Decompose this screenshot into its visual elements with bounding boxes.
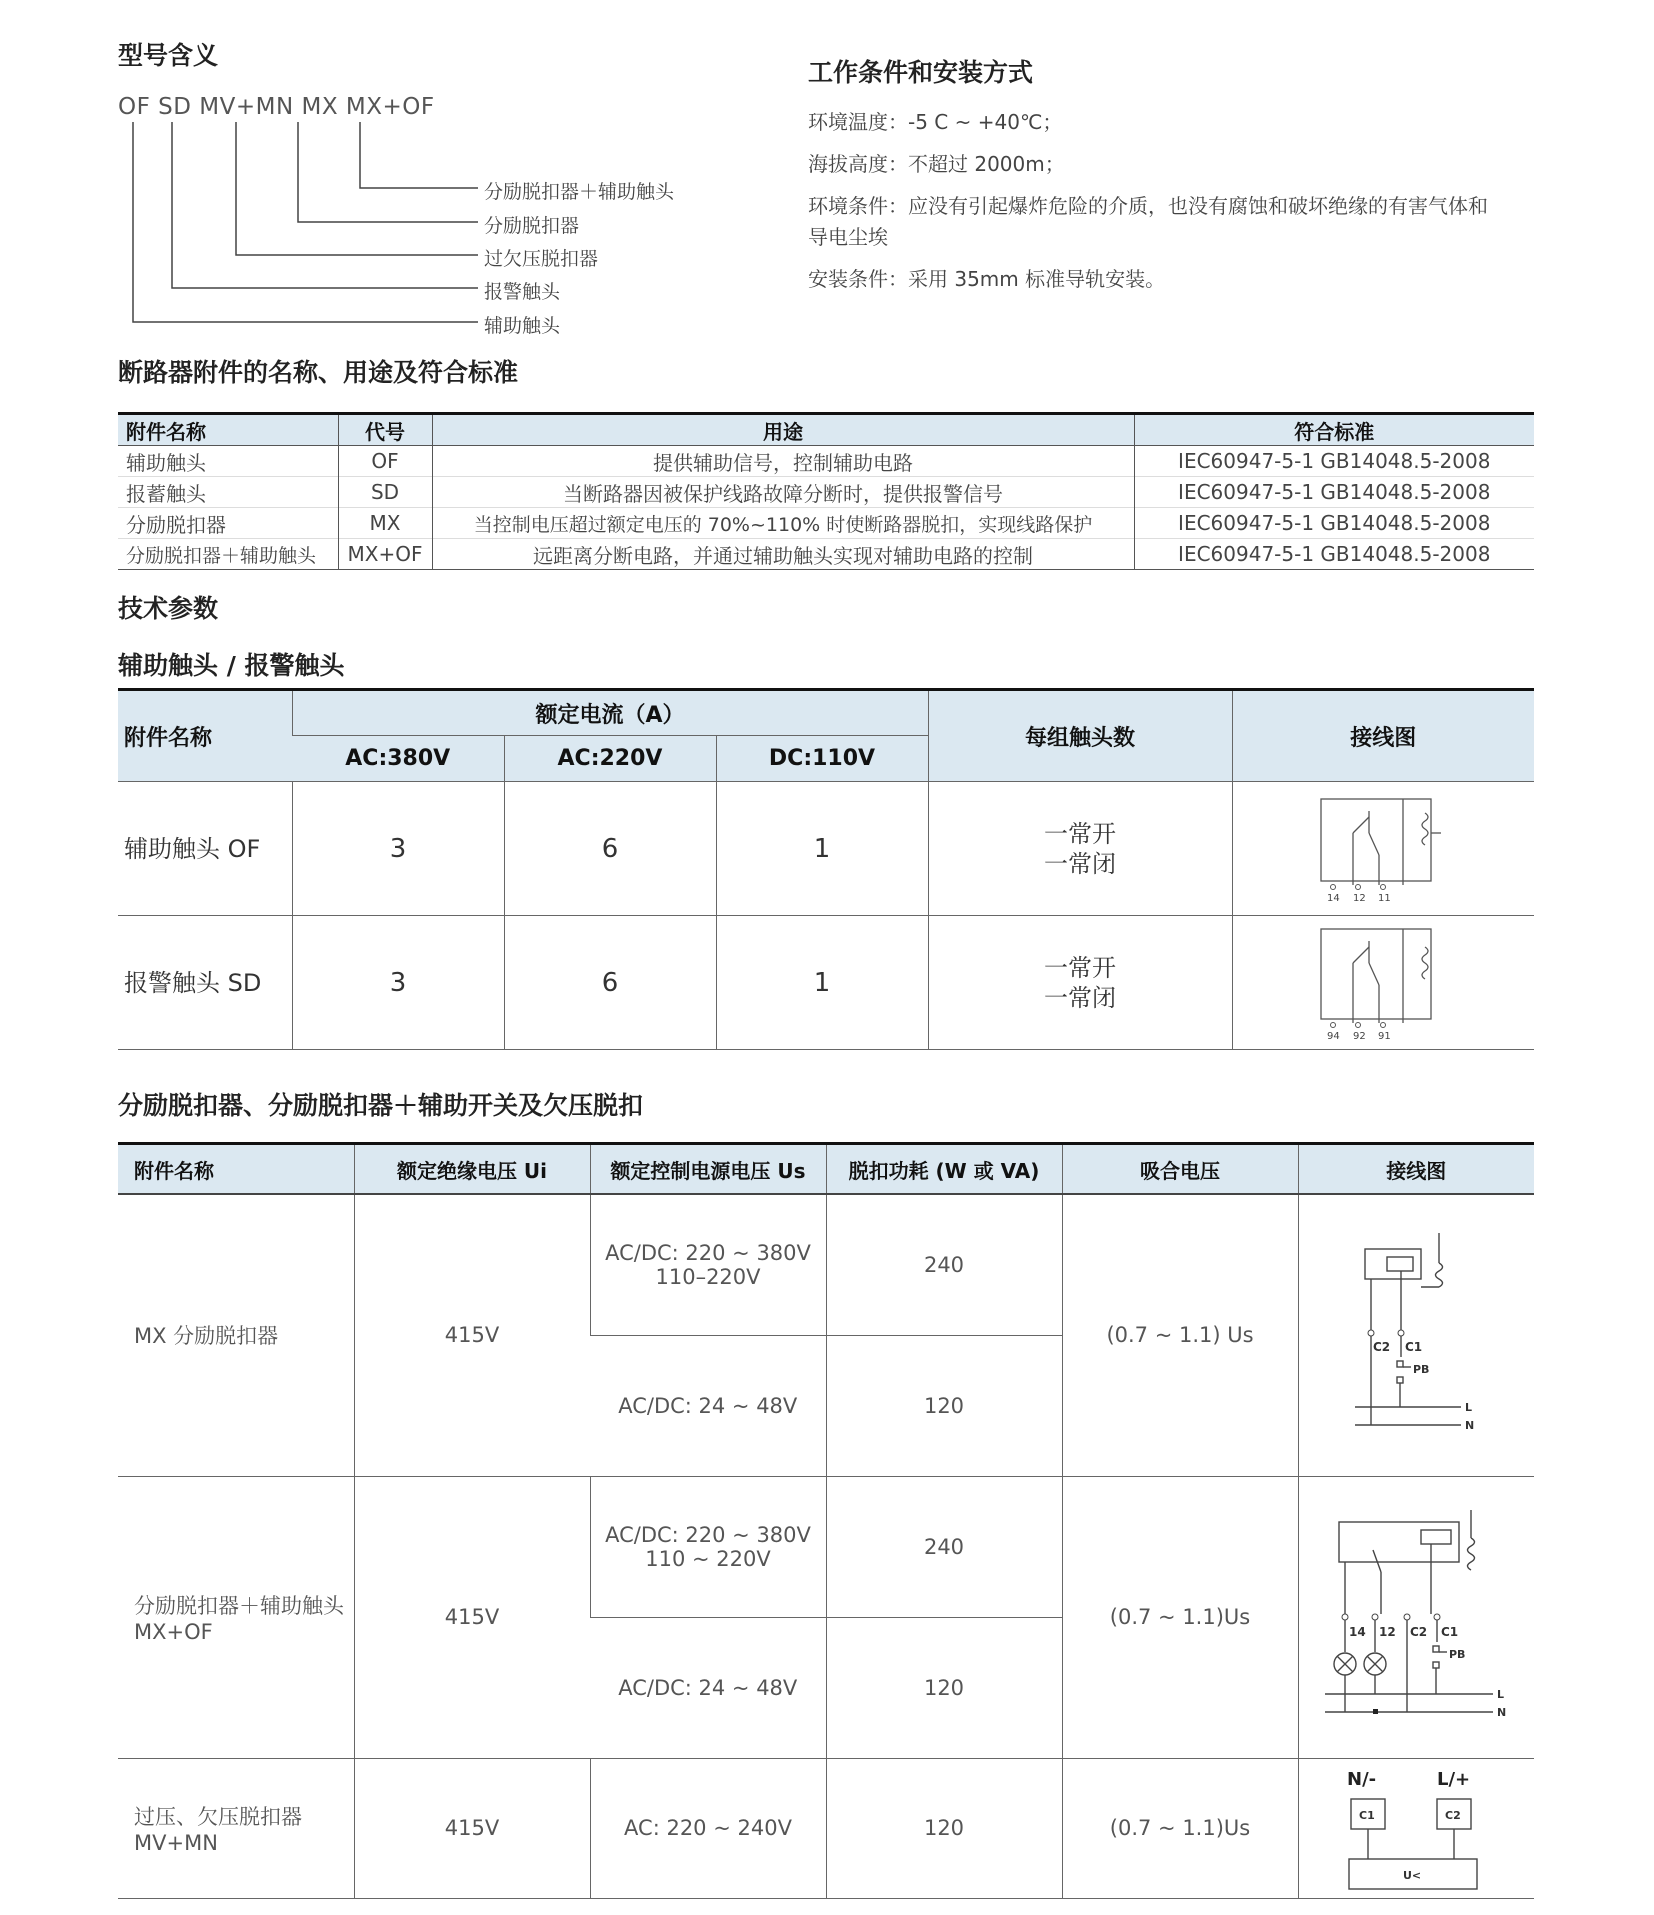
wiring-sd-diagram [1313,923,1453,1043]
label-pb: PB [1449,1648,1466,1661]
table-row [118,916,1534,1050]
name-line2: MX+OF [134,1620,213,1644]
col-dc110: DC:110V [716,736,928,782]
us-line2: 110 ~ 220V [645,1546,771,1571]
code-mxof: MX+OF [345,94,435,120]
term-14: 14 [1327,892,1340,904]
cell-ac380: 3 [292,916,504,1050]
label-c1: C1 [1405,1340,1423,1355]
label-c2: C2 [1410,1625,1428,1639]
col-pull: 吸合电压 [1062,1144,1298,1195]
cell-usage: 当控制电压超过额定电压的 70%~110% 时使断路器脱扣，实现线路保护 [432,508,1134,539]
releases-title: 分励脱扣器、分励脱扣器＋辅助开关及欠压脱扣 [118,1091,644,1120]
wiring-mx-diagram [1351,1225,1481,1445]
code-sd: SD [158,94,192,120]
wiring-mvmn-diagram [1341,1763,1491,1893]
col-name: 附件名称 [118,414,338,446]
name-line1: 分励脱扣器＋辅助触头 [134,1594,344,1618]
cell-standard: IEC60947-5-1 GB14048.5-2008 [1134,508,1534,539]
cell-ac380: 3 [292,782,504,916]
table-header-row [118,414,1534,446]
us-line1: AC/DC: 220 ~ 380V [605,1522,811,1547]
table-row [118,508,1534,539]
col-rated-current: 额定电流（A） [292,690,928,736]
releases-table [118,1142,1534,1899]
cell-name: 报警触头 SD [118,916,292,1050]
cell-pull: (0.7 ~ 1.1)Us [1062,1758,1298,1898]
term-91: 91 [1378,1030,1391,1042]
cond-install: 安装条件：采用 35mm 标准导轨安装。 [808,267,1166,291]
groups-no: 一常开 [1044,819,1116,848]
lead-mvmn: 过欠压脱扣器 [484,248,599,270]
cell-groups [928,782,1232,916]
cell-power: 120 [826,1335,1062,1476]
col-name: 附件名称 [118,1144,354,1195]
col-ac380: AC:380V [292,736,504,782]
lead-sd: 报警触头 [484,281,561,303]
cell-standard: IEC60947-5-1 GB14048.5-2008 [1134,477,1534,508]
label-u: U< [1403,1869,1422,1882]
col-power: 脱扣功耗 (W 或 VA) [826,1144,1062,1195]
term-94: 94 [1327,1030,1340,1042]
cell-code: SD [338,477,432,508]
term-92: 92 [1353,1030,1366,1042]
cell-usage: 当断路器因被保护线路故障分断时，提供报警信号 [432,477,1134,508]
cell-code: MX [338,508,432,539]
cell-ui: 415V [354,1194,590,1476]
col-wiring: 接线图 [1298,1144,1534,1195]
code-mx: MX [301,94,339,120]
label-n: N [1497,1706,1507,1719]
cell-us [590,1476,826,1617]
groups-no: 一常开 [1044,953,1116,982]
wiring-mxof [1298,1476,1534,1758]
label-14: 14 [1349,1625,1366,1639]
col-groups: 每组触头数 [928,690,1232,782]
contacts-title: 辅助触头 / 报警触头 [118,651,345,680]
cell-code: MX+OF [338,539,432,570]
model-codes [118,94,435,120]
col-ui: 额定绝缘电压 Ui [354,1144,590,1195]
accessories-table [118,412,1534,570]
us-line2: 110–220V [655,1264,761,1289]
lead-mx: 分励脱扣器 [484,215,580,237]
label-pb: PB [1413,1363,1430,1377]
table-header-row [118,690,1534,736]
wiring-mxof-diagram [1321,1502,1511,1732]
col-name: 附件名称 [118,690,292,782]
cond-altitude: 海拔高度：不超过 2000m； [808,152,1065,176]
wiring-mvmn [1298,1758,1534,1898]
cell-usage: 远距离分断电路，并通过辅助触头实现对辅助电路的控制 [432,539,1134,570]
col-standard: 符合标准 [1134,414,1534,446]
cell-ui: 415V [354,1476,590,1758]
cell-us: AC/DC: 24 ~ 48V [590,1617,826,1758]
groups-nc: 一常闭 [1044,983,1116,1012]
cell-name [118,1758,354,1898]
us-line1: AC/DC: 220 ~ 380V [605,1240,811,1265]
label-c2: C2 [1373,1340,1391,1355]
table-row [118,1194,1534,1335]
conditions-title: 工作条件和安装方式 [808,58,1034,87]
name-line2: MV+MN [134,1831,218,1855]
cell-power: 240 [826,1476,1062,1617]
cell-power: 240 [826,1194,1062,1335]
cell-name: 报蓄触头 [126,481,206,506]
label-l-plus: L/+ [1437,1769,1471,1790]
cell-name: 辅助触头 [126,450,206,475]
cell-name [118,1476,354,1758]
model-leader-lines [118,120,498,330]
label-n-minus: N/- [1347,1769,1377,1790]
table-row [118,446,1534,477]
cond-temp: 环境温度：-5 C ~ +40℃； [808,110,1063,134]
cell-name: MX 分励脱扣器 [118,1194,354,1476]
model-title: 型号含义 [118,41,219,70]
col-wiring: 接线图 [1232,690,1534,782]
cond-env-cont: 导电尘埃 [808,225,888,249]
cell-name: 分励脱扣器 [126,512,226,537]
table-row [118,1758,1534,1898]
label-c1: C1 [1359,1809,1375,1822]
cell-dc110: 1 [716,916,928,1050]
accessories-title: 断路器附件的名称、用途及符合标准 [118,358,519,387]
cell-usage: 提供辅助信号，控制辅助电路 [432,446,1134,477]
cell-power: 120 [826,1617,1062,1758]
cell-power: 120 [826,1758,1062,1898]
cell-dc110: 1 [716,782,928,916]
table-row [118,782,1534,916]
code-mvmn: MV+MN [199,94,294,120]
code-of: OF [118,94,151,120]
cell-us [590,1194,826,1335]
lead-mxof: 分励脱扣器＋辅助触头 [484,181,675,203]
wiring-mx [1298,1194,1534,1476]
cell-code: OF [338,446,432,477]
cell-standard: IEC60947-5-1 GB14048.5-2008 [1134,539,1534,570]
cell-pull: (0.7 ~ 1.1)Us [1062,1476,1298,1758]
label-c1: C1 [1441,1625,1459,1639]
wiring-sd [1232,916,1534,1050]
table-row [118,477,1534,508]
wiring-of-diagram [1313,793,1453,905]
tech-title: 技术参数 [118,594,219,623]
table-header-row [118,1144,1534,1195]
wiring-of [1232,782,1534,916]
table-row [118,539,1534,570]
label-n: N [1465,1419,1475,1433]
cell-ac220: 6 [504,782,716,916]
lead-of: 辅助触头 [484,315,561,337]
conditions-list [808,107,1568,295]
groups-nc: 一常闭 [1044,849,1116,878]
label-12: 12 [1379,1625,1396,1639]
contacts-table [118,688,1534,1050]
cell-us: AC: 220 ~ 240V [590,1758,826,1898]
table-row [118,1476,1534,1617]
name-line1: 过压、欠压脱扣器 [134,1805,302,1829]
cell-ac220: 6 [504,916,716,1050]
label-l: L [1497,1688,1505,1701]
cell-groups [928,916,1232,1050]
cell-standard: IEC60947-5-1 GB14048.5-2008 [1134,446,1534,477]
label-l: L [1465,1401,1473,1415]
cell-us: AC/DC: 24 ~ 48V [590,1335,826,1476]
cell-name: 辅助触头 OF [118,782,292,916]
col-code: 代号 [338,414,432,446]
cell-pull: (0.7 ~ 1.1) Us [1062,1194,1298,1476]
cell-name: 分励脱扣器＋辅助触头 [126,544,317,567]
term-12: 12 [1353,892,1366,904]
cell-ui: 415V [354,1758,590,1898]
label-c2: C2 [1445,1809,1461,1822]
col-usage: 用途 [432,414,1134,446]
cond-env: 环境条件：应没有引起爆炸危险的介质，也没有腐蚀和破坏绝缘的有害气体和 [808,194,1488,218]
col-ac220: AC:220V [504,736,716,782]
term-11: 11 [1378,892,1391,904]
col-us: 额定控制电源电压 Us [590,1144,826,1195]
